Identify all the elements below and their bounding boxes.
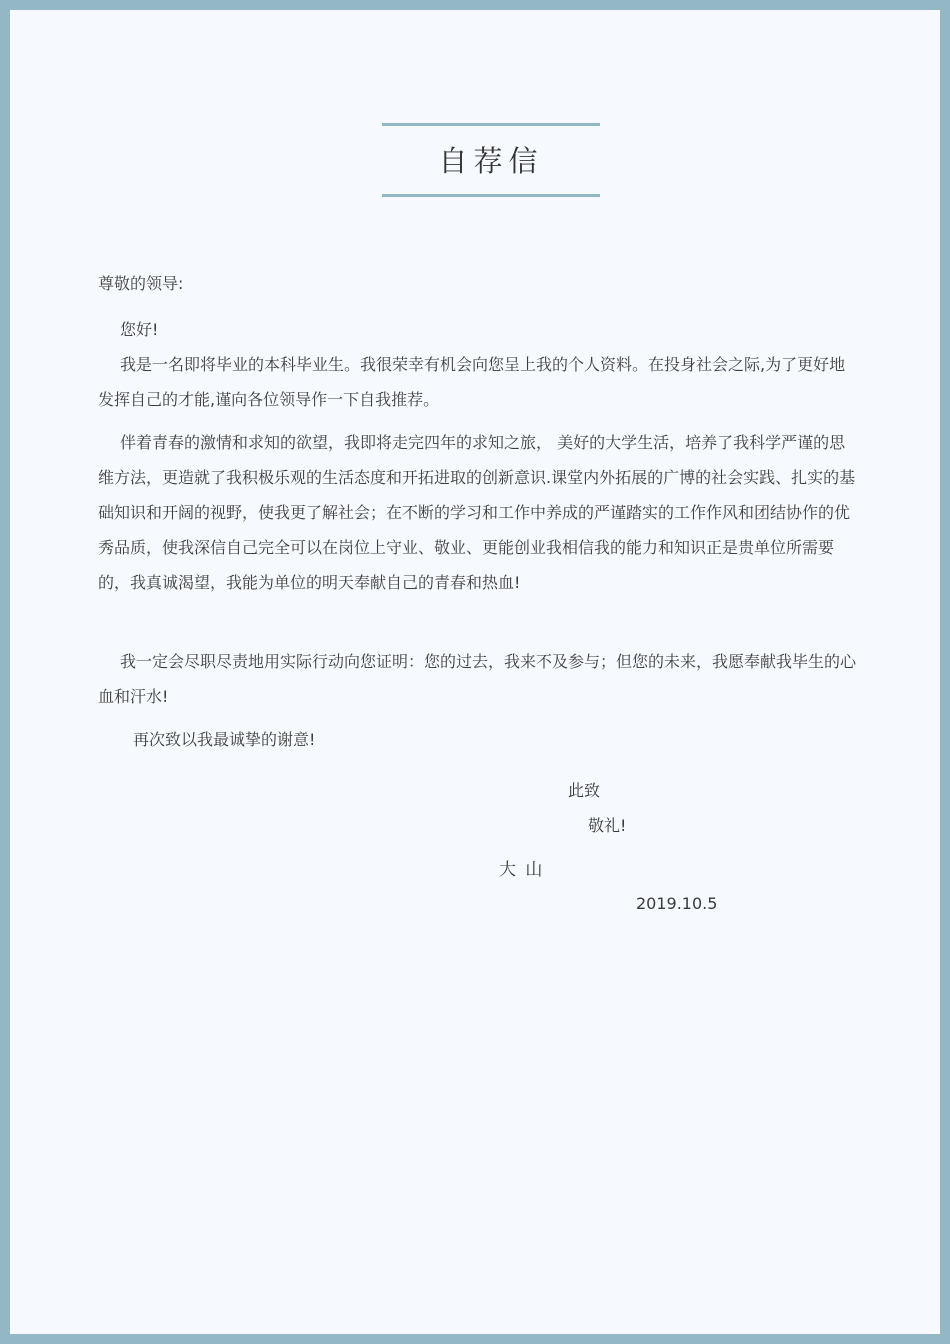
letter-page (10, 10, 940, 1334)
paragraph-experience: 伴着青春的激情和求知的欲望，我即将走完四年的求知之旅， 美好的大学生活，培养了我科学严谨的思维方法，更造就了我积极乐观的生活态度和开拓进取的创新意识.课堂内外拓展的广博的社会实践、扎实的基础知识和开阔的视野，使我更了解社会；在不断的学习和工作中养成的严谨踏实的工作作风和团结协作的优秀品质，使我深信自己完全可以在岗位上守业、敬业、更能创业我相信我的能力和知识正是贵单位所需要的，我真诚渴望，我能为单位的明天奉献自己的青春和热血! (98, 433, 856, 592)
salutation: 尊敬的领导: (98, 274, 184, 293)
thanks-line: 再次致以我最诚挚的谢意! (133, 730, 316, 749)
greeting: 您好! (120, 320, 159, 339)
paragraph-intro: 我是一名即将毕业的本科毕业生。我很荣幸有机会向您呈上我的个人资料。在投身社会之际,为了更好地发挥自己的才能,谨向各位领导作一下自我推荐。 (98, 355, 846, 409)
title-top-rule (382, 123, 600, 126)
paragraph-commitment: 我一定会尽职尽责地用实际行动向您证明：您的过去，我来不及参与；但您的未来，我愿奉献我毕生的心血和汗水! (98, 652, 857, 706)
title-bottom-rule (382, 194, 600, 197)
date: 2019.10.5 (636, 894, 718, 913)
closing-line-1: 此致 (568, 781, 601, 800)
closing-line-2: 敬礼! (588, 816, 627, 835)
signature: 大 山 (499, 860, 545, 880)
page-title: 自荐信 (438, 144, 544, 178)
title-block (382, 123, 600, 199)
